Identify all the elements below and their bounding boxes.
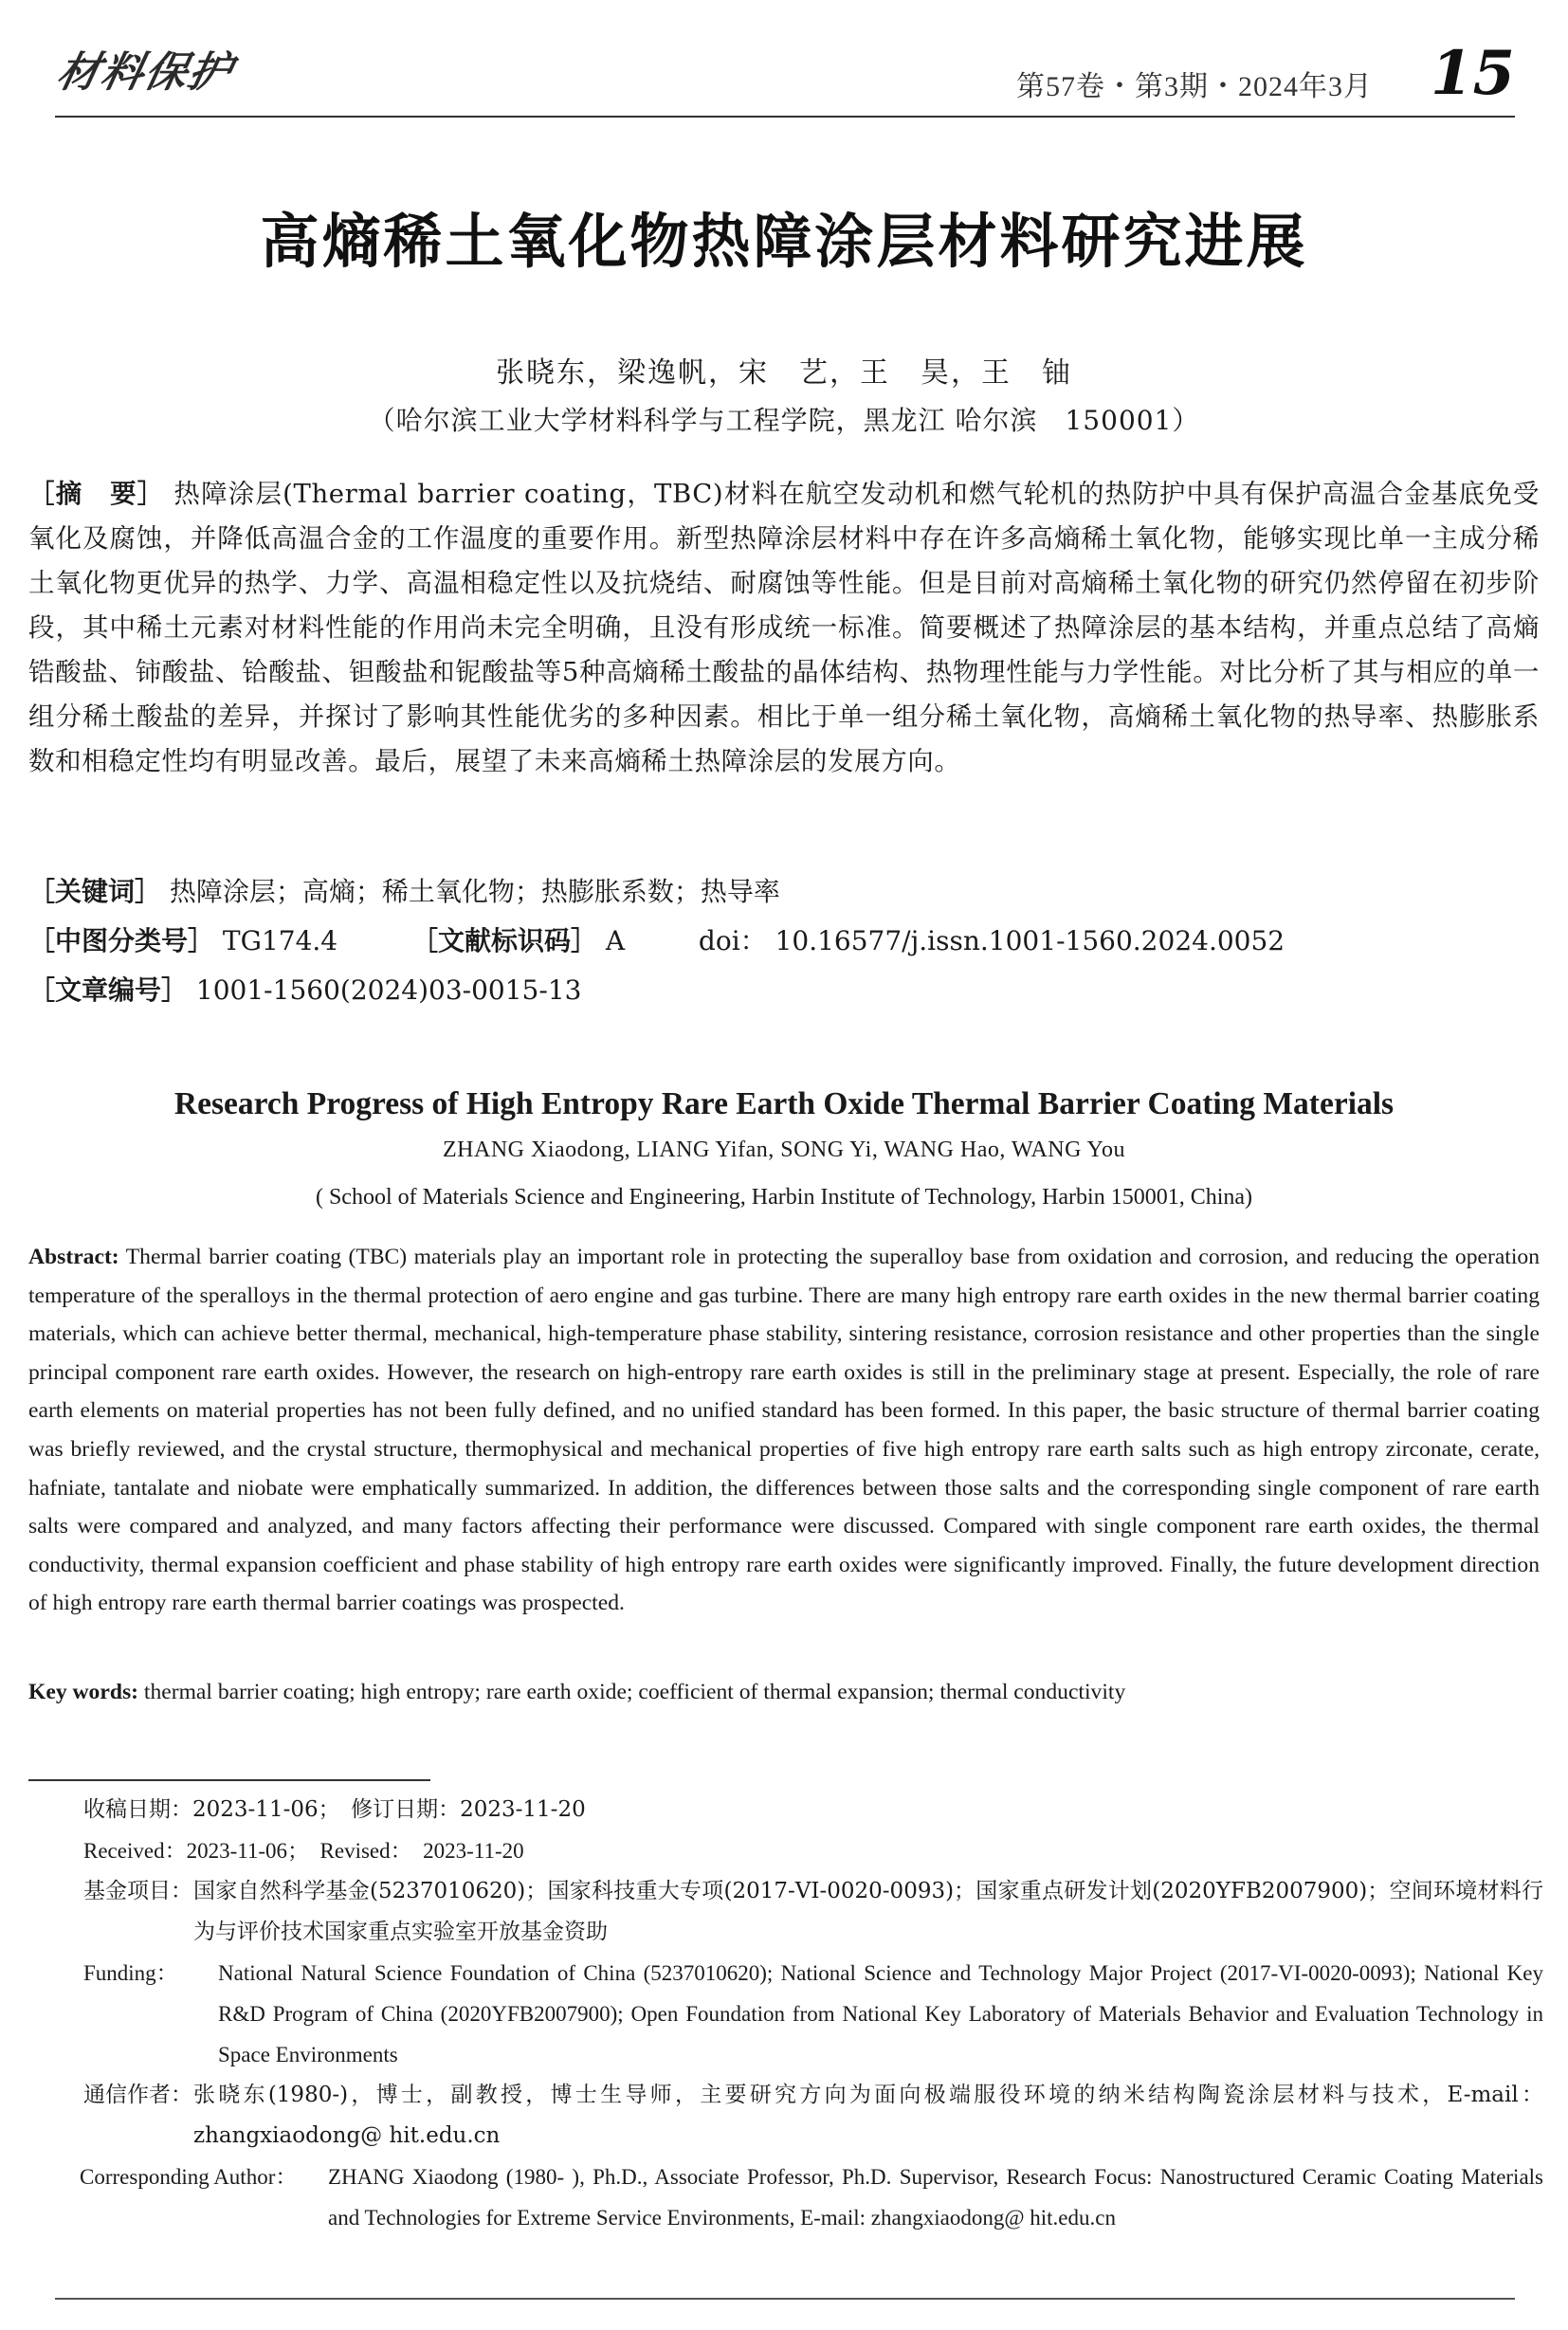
keywords-text-cn: 热障涂层；高熵；稀土氧化物；热膨胀系数；热导率 xyxy=(169,876,780,907)
received-cn xyxy=(83,1790,1543,1830)
issue-info: 第57卷・第3期・2024年3月 xyxy=(1016,71,1373,102)
chinese-affiliation: （哈尔滨工业大学材料科学与工程学院，黑龙江 哈尔滨 150001） xyxy=(368,405,1200,436)
corresponding-en xyxy=(80,2157,1543,2238)
classification-row xyxy=(28,920,1285,958)
fund-cn-value: 国家自然科学基金(5237010620)；国家科技重大专项(2017-VI-0020-0093)；国家重点研发计划(2020YFB2007900)；空间环境材料行为与评价技术国家重点实验室开放基金资助 xyxy=(193,1879,1543,1944)
received-en xyxy=(83,1830,1543,1871)
corresponding-cn-label: 通信作者： xyxy=(83,2083,192,2107)
clc-label: ［中图分类号］ xyxy=(28,925,215,956)
english-abstract xyxy=(28,1238,1540,1623)
doi-label: doi： xyxy=(698,925,767,956)
footnote-rule xyxy=(28,1779,430,1781)
corresponding-cn xyxy=(83,2075,1543,2157)
english-keywords xyxy=(28,1673,1540,1711)
received-cn-value: 2023-11-06； 修订日期：2023-11-20 xyxy=(192,1797,586,1822)
english-title: Research Progress of High Entropy Rare Earth Oxide Thermal Barrier Coating Materials xyxy=(173,1086,1395,1121)
fund-cn xyxy=(83,1871,1543,1953)
chinese-authors: 张晓东，梁逸帆，宋 艺，王 昊，王 铀 xyxy=(496,356,1072,390)
abstract-text-cn: 热障涂层(Thermal barrier coating，TBC)材料在航空发动机和燃气轮机的热防护中具有保护高温合金基底免受氧化及腐蚀，并降低高温合金的工作温度的重要作用。新型热障涂层材料中存在许多高熵稀土氧化物，能够实现比单一主成分稀土氧化物更优异的热学、力学、高温相稳定性以及抗烧结、耐腐蚀等性能。但是目前对高熵稀土氧化物的研究仍然停留在初步阶段，其中稀土元素对材料性能的作用尚未完全明确，且没有形成统一标准。简要概述了热障涂层的基本结构，并重点总结了高熵锆酸盐、铈酸盐、铪酸盐、钽酸盐和铌酸盐等5种高熵稀土酸盐的晶体结构、热物理性能与力学性能。对比分析了其与相应的单一组分稀土酸盐的差异，并探讨了影响其性能优劣的多种因素。相比于单一组分稀土氧化物，高熵稀土氧化物的热导率、热膨胀系数和相稳定性均有明显改善。最后，展望了未来高熵稀土热障涂层的发展方向。 xyxy=(28,479,1541,776)
english-authors: ZHANG Xiaodong, LIANG Yifan, SONG Yi, WANG Hao, WANG You xyxy=(443,1138,1125,1162)
keywords-label-cn: ［关键词］ xyxy=(28,876,162,907)
fund-en-value: National Natural Science Foundation of China (5237010620); National Science and Technology Major Project (2017-VI-0020-0093); National Key R&D Program of China (2020YFB2007900); Open Foundation from National Key Laboratory of Materials Behavior and Evaluation Technology in Space Environments xyxy=(218,1961,1543,2066)
article-number-value: 1001-1560(2024)03-0015-13 xyxy=(195,974,582,1006)
corresponding-en-value: ZHANG Xiaodong (1980- ), Ph.D., Associate Professor, Ph.D. Supervisor, Research Focus: Nanostructured Ceramic Coating Materials and Technologies for Extreme Service Environments, E-mail: zhangxiaodong@ hit.edu.cn xyxy=(328,2165,1543,2230)
clc-value: TG174.4 xyxy=(222,925,338,956)
keywords-cn-row xyxy=(28,871,780,909)
english-affiliation: ( School of Materials Science and Engineering, Harbin Institute of Technology, Harbin 150001, China) xyxy=(315,1185,1253,1210)
article-number-label: ［文章编号］ xyxy=(28,974,189,1006)
doi-value: 10.16577/j.issn.1001-1560.2024.0052 xyxy=(775,925,1285,956)
journal-logo: 材料保护 xyxy=(52,48,238,97)
chinese-abstract xyxy=(28,472,1540,784)
abstract-label-en: Abstract: xyxy=(28,1245,119,1269)
received-cn-label: 收稿日期： xyxy=(83,1797,192,1822)
bottom-rule xyxy=(55,2298,1515,2300)
abstract-label-cn: ［摘 要］ xyxy=(28,479,165,509)
abstract-text-en: Thermal barrier coating (TBC) materials play an important role in protecting the superalloy base from oxidation and corrosion, and reducing the operation temperature of the speralloys in the thermal protection of aero engine and gas turbine. There are many high entropy rare earth oxides in the new thermal barrier coating materials, which can achieve better thermal, mechanical, high-temperature phase stability, sintering resistance, corrosion resistance and other properties than the single principal component rare earth oxides. However, the research on high-entropy rare earth oxides is still in the preliminary stage at present. Especially, the role of rare earth elements on material properties has not been fully defined, and no unified standard has been formed. In this paper, the basic structure of thermal barrier coating was briefly reviewed, and the crystal structure, thermophysical and mechanical properties of five high entropy rare earth salts such as high entropy zirconate, cerate, hafniate, tantalate and niobate were emphatically summarized. In addition, the differences between those salts and the corresponding single component of rare earth salts were compared and analyzed, and many factors affecting their performance were discussed. Compared with single component rare earth oxides, the thermal conductivity, thermal expansion coefficient and phase stability of high entropy rare earth oxides were significantly improved. Finally, the future development direction of high entropy rare earth thermal barrier coatings was prospected. xyxy=(28,1245,1540,1616)
corresponding-en-label: Corresponding Author： xyxy=(80,2165,298,2189)
fund-cn-label: 基金项目： xyxy=(83,1879,192,1903)
fund-en xyxy=(83,1953,1543,2075)
article-number-row xyxy=(28,970,581,1008)
received-en-value: 2023-11-06； Revised： 2023-11-20 xyxy=(186,1839,524,1863)
keywords-text-en: thermal barrier coating; high entropy; rare earth oxide; coefficient of thermal expansion; thermal conductivity xyxy=(138,1680,1126,1704)
footnotes xyxy=(80,1790,1543,2238)
chinese-title: 高熵稀土氧化物热障涂层材料研究进展 xyxy=(260,207,1308,276)
received-en-label: Received： xyxy=(83,1839,187,1863)
keywords-label-en: Key words: xyxy=(28,1680,138,1704)
fund-en-label: Funding： xyxy=(83,1961,178,1985)
page-number: 15 xyxy=(1430,38,1515,109)
page-header xyxy=(52,36,1515,112)
header-rule xyxy=(55,116,1515,118)
doc-code-value: A xyxy=(605,925,626,956)
doc-code-label: ［文献标识码］ xyxy=(410,925,597,956)
corresponding-cn-value: 张晓东(1980-)，博士，副教授，博士生导师，主要研究方向为面向极端服役环境的纳米结构陶瓷涂层材料与技术，E-mail：zhangxiaodong@ hit.edu.cn xyxy=(193,2083,1543,2148)
